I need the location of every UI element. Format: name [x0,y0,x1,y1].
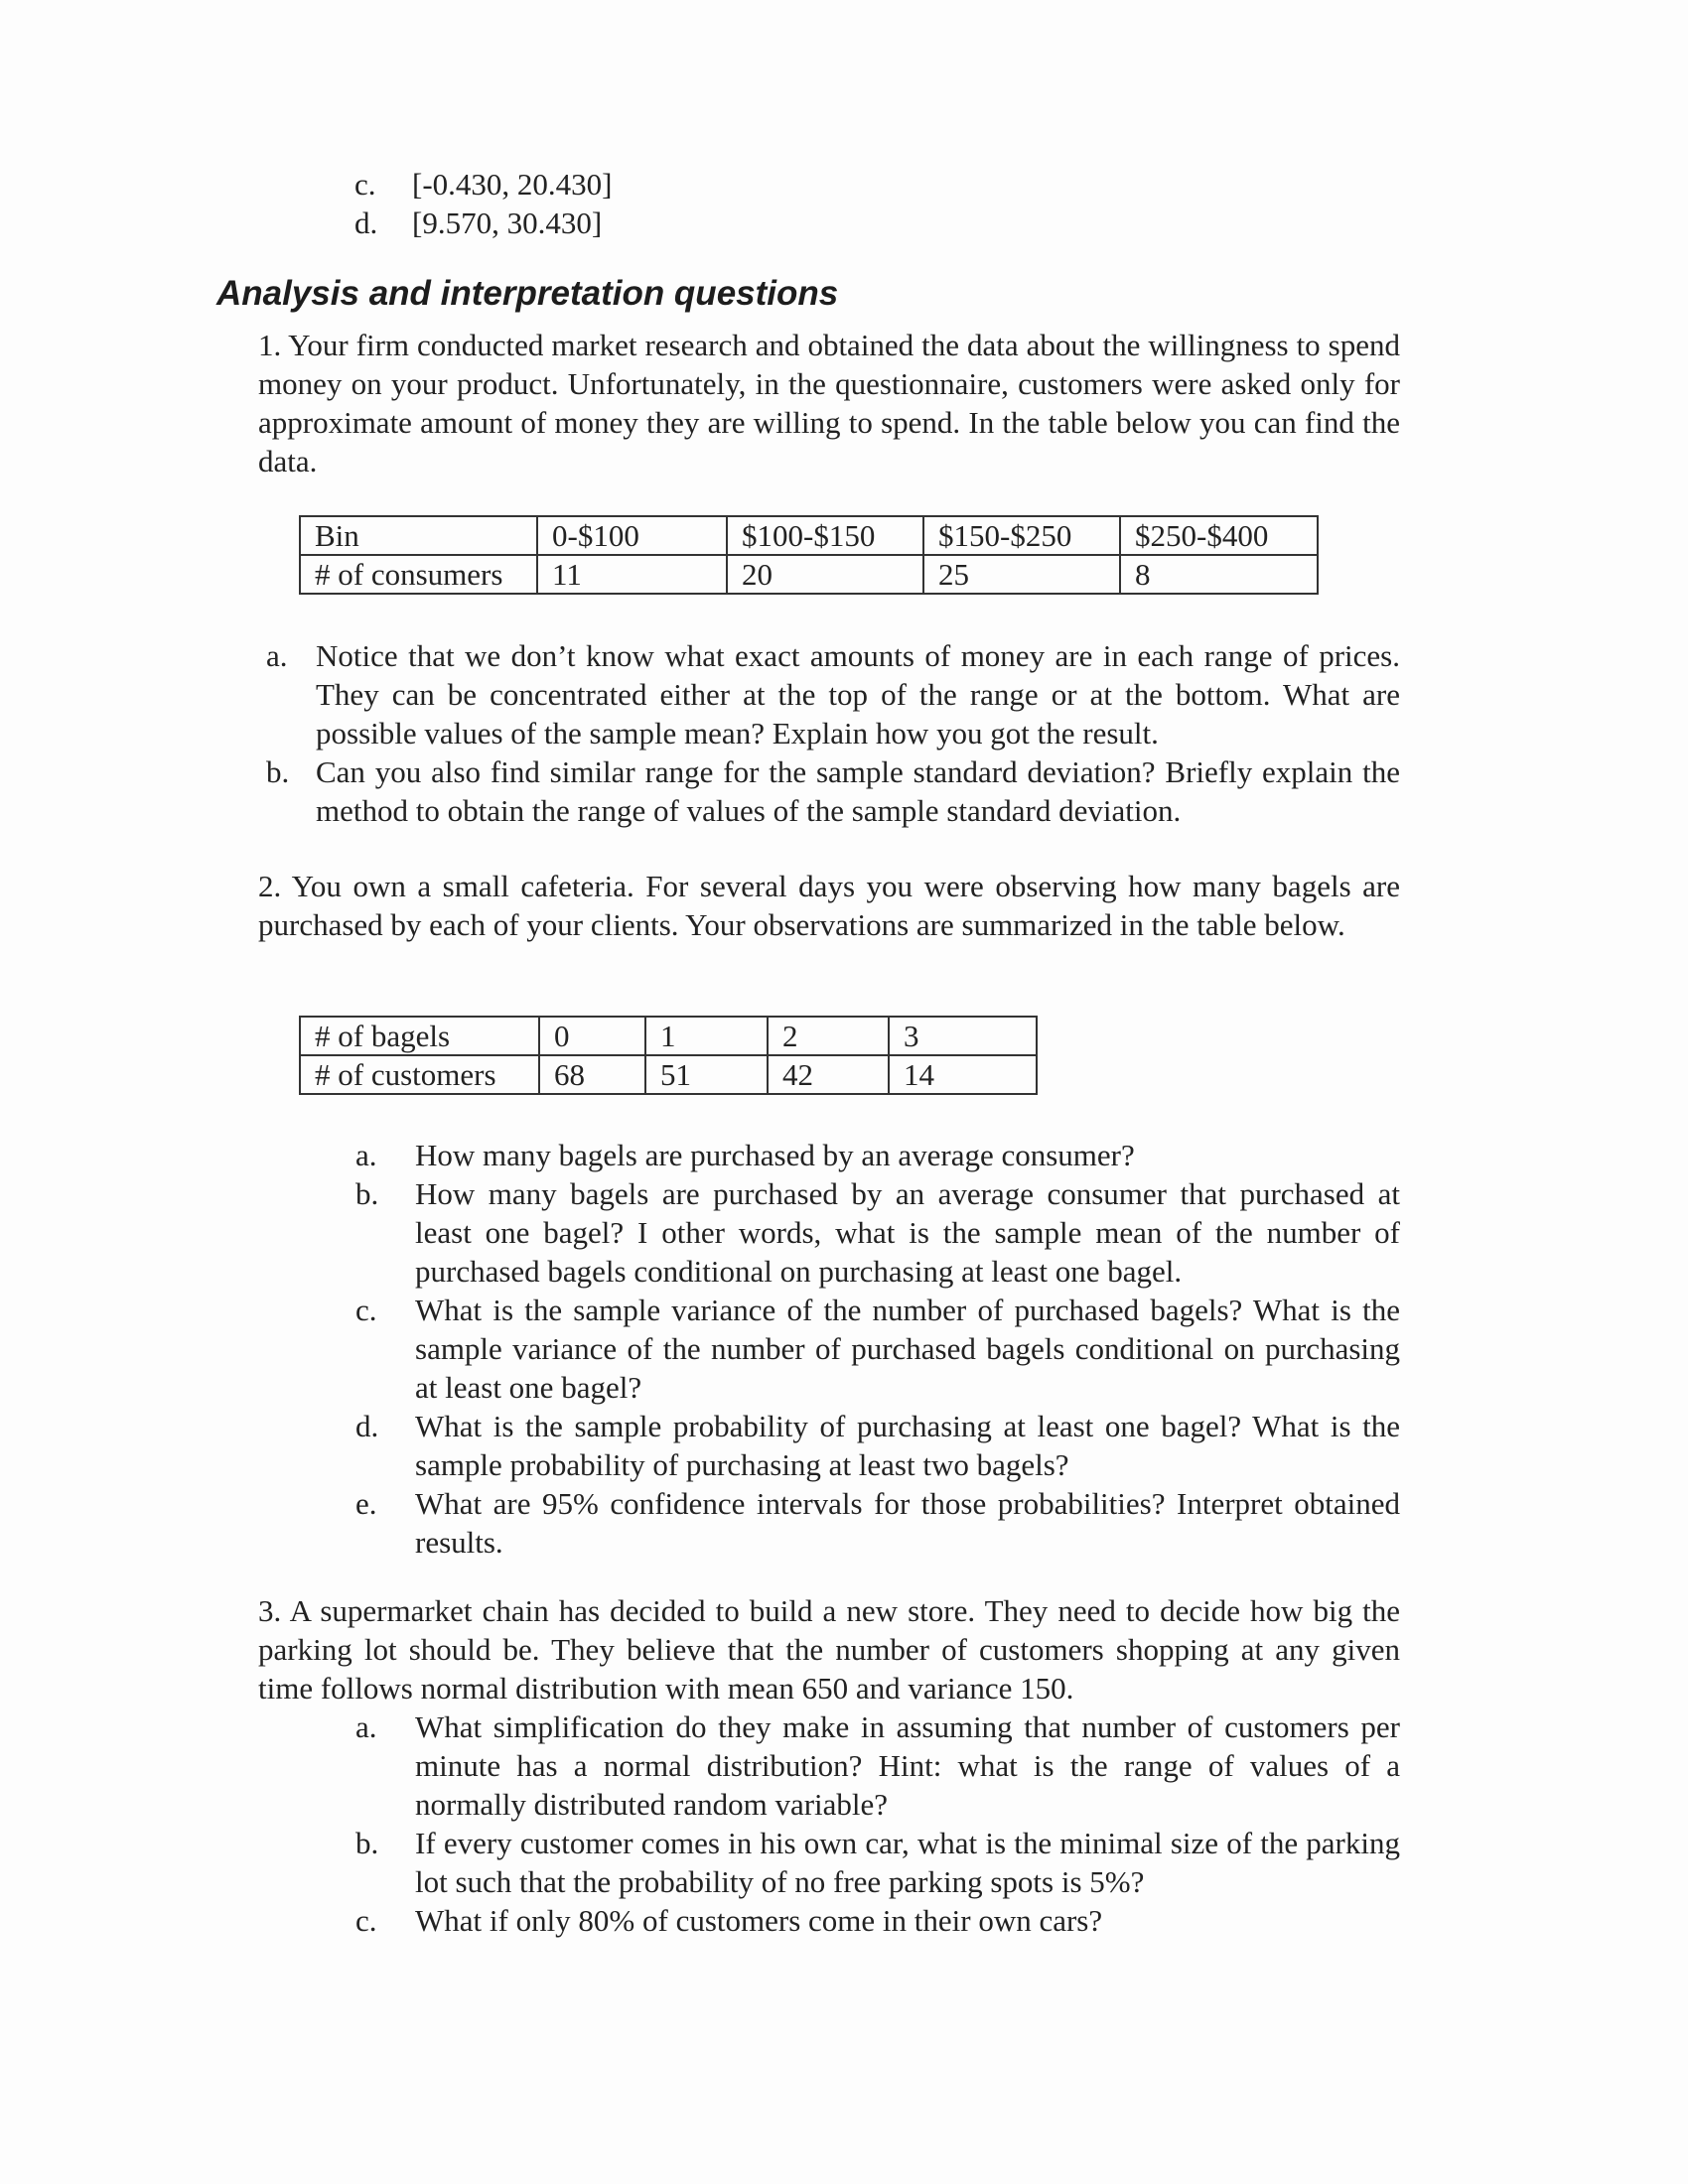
question-2-parts [355,1136,1400,1562]
list-item [266,752,1400,830]
choice-text: [9.570, 30.430] [412,205,603,240]
bagels-table [299,1016,1038,1095]
bagels-cell: 3 [889,1017,1037,1055]
choice-label: d. [354,205,378,240]
question-3-parts [355,1707,1400,1940]
list-item [355,1291,1400,1407]
bin-cell: 0-$100 [537,516,727,555]
section-heading: Analysis and interpretation questions [216,274,839,313]
row-header-customers: # of customers [300,1055,539,1094]
question-3-text: 3. A supermarket chain has decided to build a new store. They need to decide how big the parking lot should be. They believe that the number of customers shopping at any given time follows normal distribution with mean 650 and variance 150. [258,1593,1400,1706]
bagels-cell: 2 [768,1017,889,1055]
spending-table [299,515,1319,595]
count-cell: 20 [727,555,923,594]
list-item [355,1407,1400,1484]
prev-choice-c [354,165,612,204]
choice-label: c. [354,167,376,202]
part-text: Notice that we don’t know what exact amounts of money are in each range of prices. They can be concentrated either at the top of the range or at the bottom. What are possible values of the sample mean? Explain how you got the result. [316,638,1400,751]
part-label: d. [355,1409,379,1443]
part-text: If every customer comes in his own car, what is the minimal size of the parking lot such that the probability of no free parking spots is 5%? [415,1826,1400,1899]
list-item [266,636,1400,752]
part-text: What are 95% confidence intervals for those probabilities? Interpret obtained results. [415,1486,1400,1560]
choice-text: [-0.430, 20.430] [412,167,613,202]
question-1-parts [266,636,1400,830]
row-header-bin: Bin [300,516,537,555]
count-cell: 11 [537,555,727,594]
list-item [355,1174,1400,1291]
bin-cell: $100-$150 [727,516,923,555]
customers-cell: 42 [768,1055,889,1094]
bagels-cell: 0 [539,1017,645,1055]
part-label: b. [355,1826,379,1860]
list-item [355,1484,1400,1562]
list-item [355,1707,1400,1824]
part-label: a. [355,1138,377,1172]
customers-cell: 68 [539,1055,645,1094]
question-1-text: 1. Your firm conducted market research and obtained the data about the willingness to spend money on your product. Unfortunately, in the questionnaire, customers were asked only for approximate amount of money they are willing to spend. In the table below you can find the data. [258,328,1400,478]
bagels-cell: 1 [645,1017,768,1055]
part-text: What simplification do they make in assuming that number of customers per minute has a normal distribution? Hint: what is the range of values of a normally distributed random variable? [415,1709,1400,1822]
part-label: b. [355,1176,379,1211]
part-label: a. [266,638,288,673]
list-item [355,1824,1400,1901]
part-label: c. [355,1903,377,1938]
part-text: What if only 80% of customers come in their own cars? [415,1903,1103,1938]
count-cell: 25 [923,555,1120,594]
count-cell: 8 [1120,555,1318,594]
row-header-bagels: # of bagels [300,1017,539,1055]
table-row [300,516,1318,555]
part-label: b. [266,754,290,789]
part-text: What is the sample variance of the number of purchased bagels? What is the sample variance of the number of purchased bagels conditional on purchasing at least one bagel? [415,1293,1400,1405]
prev-choice-d [354,204,602,242]
table-row [300,1017,1037,1055]
bin-cell: $150-$250 [923,516,1120,555]
customers-cell: 14 [889,1055,1037,1094]
row-header-consumers: # of consumers [300,555,537,594]
part-label: e. [355,1486,377,1521]
customers-cell: 51 [645,1055,768,1094]
question-2-text: 2. You own a small cafeteria. For several days you were observing how many bagels are purchased by each of your clients. Your observations are summarized in the table below. [258,869,1400,942]
list-item [355,1136,1400,1174]
table-row [300,555,1318,594]
table-row [300,1055,1037,1094]
bin-cell: $250-$400 [1120,516,1318,555]
part-text: How many bagels are purchased by an average consumer that purchased at least one bagel? I other words, what is the sample mean of the number of purchased bagels conditional on purchasing at least one bagel. [415,1176,1400,1289]
part-label: c. [355,1293,377,1327]
part-text: How many bagels are purchased by an average consumer? [415,1138,1135,1172]
list-item [355,1901,1400,1940]
part-text: Can you also find similar range for the sample standard deviation? Briefly explain the method to obtain the range of values of the sample standard deviation. [316,754,1400,828]
part-label: a. [355,1709,377,1744]
part-text: What is the sample probability of purchasing at least one bagel? What is the sample probability of purchasing at least two bagels? [415,1409,1400,1482]
